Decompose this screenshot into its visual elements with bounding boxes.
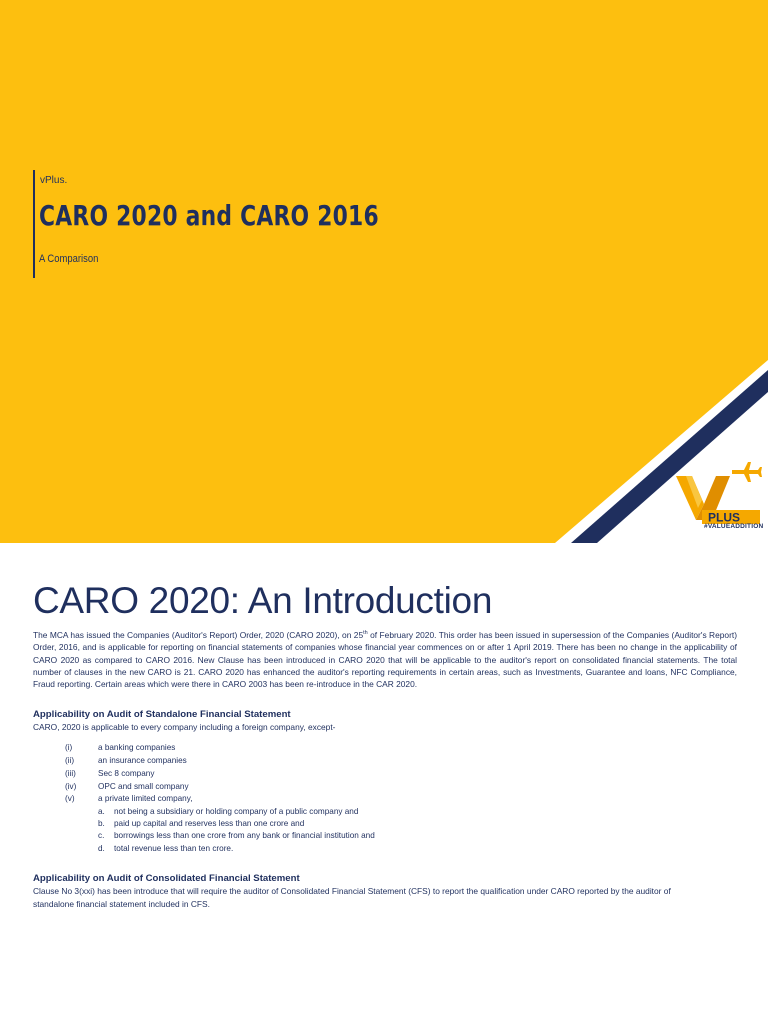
intro-title: CARO 2020: An Introduction bbox=[33, 580, 493, 621]
intro-paragraph-text-2: of February 2020. This order has been issued in supersession of the Companies (Auditor's Report) Order, 2016, and is applicable for reporting on financial statements of companies whose financial year commences on or after 1 April 2019. There has been no change in the applicability of CARO 2020 as compared to CARO 2016. New Clause has been introduced in CARO 2020 that will be applicable to the auditor's report on consolidated financial statements. The total number of clauses in the new CARO is 21. CARO 2020 has enhanced the auditor's reporting requirements in certain areas, such as Investments, Guarantee and loans, NFC Compliance, Fraud reporting. Certain areas which were there in CARO 2003 has been re-introduce in the CAR 2020. bbox=[33, 630, 737, 690]
sub-item-letter: d. bbox=[98, 844, 105, 853]
list-item-text: OPC and small company bbox=[98, 782, 189, 791]
intro-paragraph-text-1: The MCA has issued the Companies (Auditor's Report) Order, 2020 (CARO 2020), on 25 bbox=[33, 630, 364, 640]
logo-tagline: #VALUEADDITION bbox=[704, 523, 764, 530]
cover-subtitle: A Comparison bbox=[39, 253, 99, 265]
consolidated-text: Clause No 3(xxi) has been introduce that will require the auditor of Consolidated Financial Statement (CFS) to report the qualification under CARO reported by the auditor of standalone financial statement included in CFS. bbox=[33, 886, 671, 909]
list-item-number: (v) bbox=[65, 794, 75, 803]
cover-accent-bar bbox=[33, 170, 35, 278]
standalone-heading: Applicability on Audit of Standalone Financial Statement bbox=[33, 709, 291, 720]
logo-plane-icon bbox=[732, 462, 762, 482]
sub-item-letter: c. bbox=[98, 831, 105, 840]
consolidated-heading: Applicability on Audit of Consolidated Financial Statement bbox=[33, 873, 300, 884]
sub-item-letter: b. bbox=[98, 819, 105, 828]
list-item-number: (ii) bbox=[65, 756, 75, 765]
intro-paragraph bbox=[33, 629, 737, 690]
intro-section bbox=[0, 543, 768, 1024]
list-item-text: a banking companies bbox=[98, 743, 176, 752]
sub-item-text: paid up capital and reserves less than one crore and bbox=[114, 819, 305, 828]
list-item-number: (iv) bbox=[65, 782, 77, 791]
logo-plus-text: PLUS bbox=[708, 510, 741, 525]
sub-item-letter: a. bbox=[98, 807, 105, 816]
standalone-text: CARO, 2020 is applicable to every company including a foreign company, except- bbox=[33, 722, 336, 732]
intro-paragraph-superscript: th bbox=[363, 630, 368, 636]
cover-brand: vPlus. bbox=[40, 175, 68, 186]
list-item-text: Sec 8 company bbox=[98, 769, 155, 778]
list-item-text: a private limited company, bbox=[98, 794, 193, 803]
list-item-number: (i) bbox=[65, 743, 73, 752]
sub-item-text: borrowings less than one crore from any bank or financial institution and bbox=[114, 831, 375, 840]
list-item-text: an insurance companies bbox=[98, 756, 187, 765]
cover-title: CARO 2020 and CARO 2016 bbox=[39, 199, 379, 232]
sub-item-text: not being a subsidiary or holding company of a public company and bbox=[114, 807, 359, 816]
sub-item-text: total revenue less than ten crore. bbox=[114, 844, 234, 853]
list-item-number: (iii) bbox=[65, 769, 76, 778]
